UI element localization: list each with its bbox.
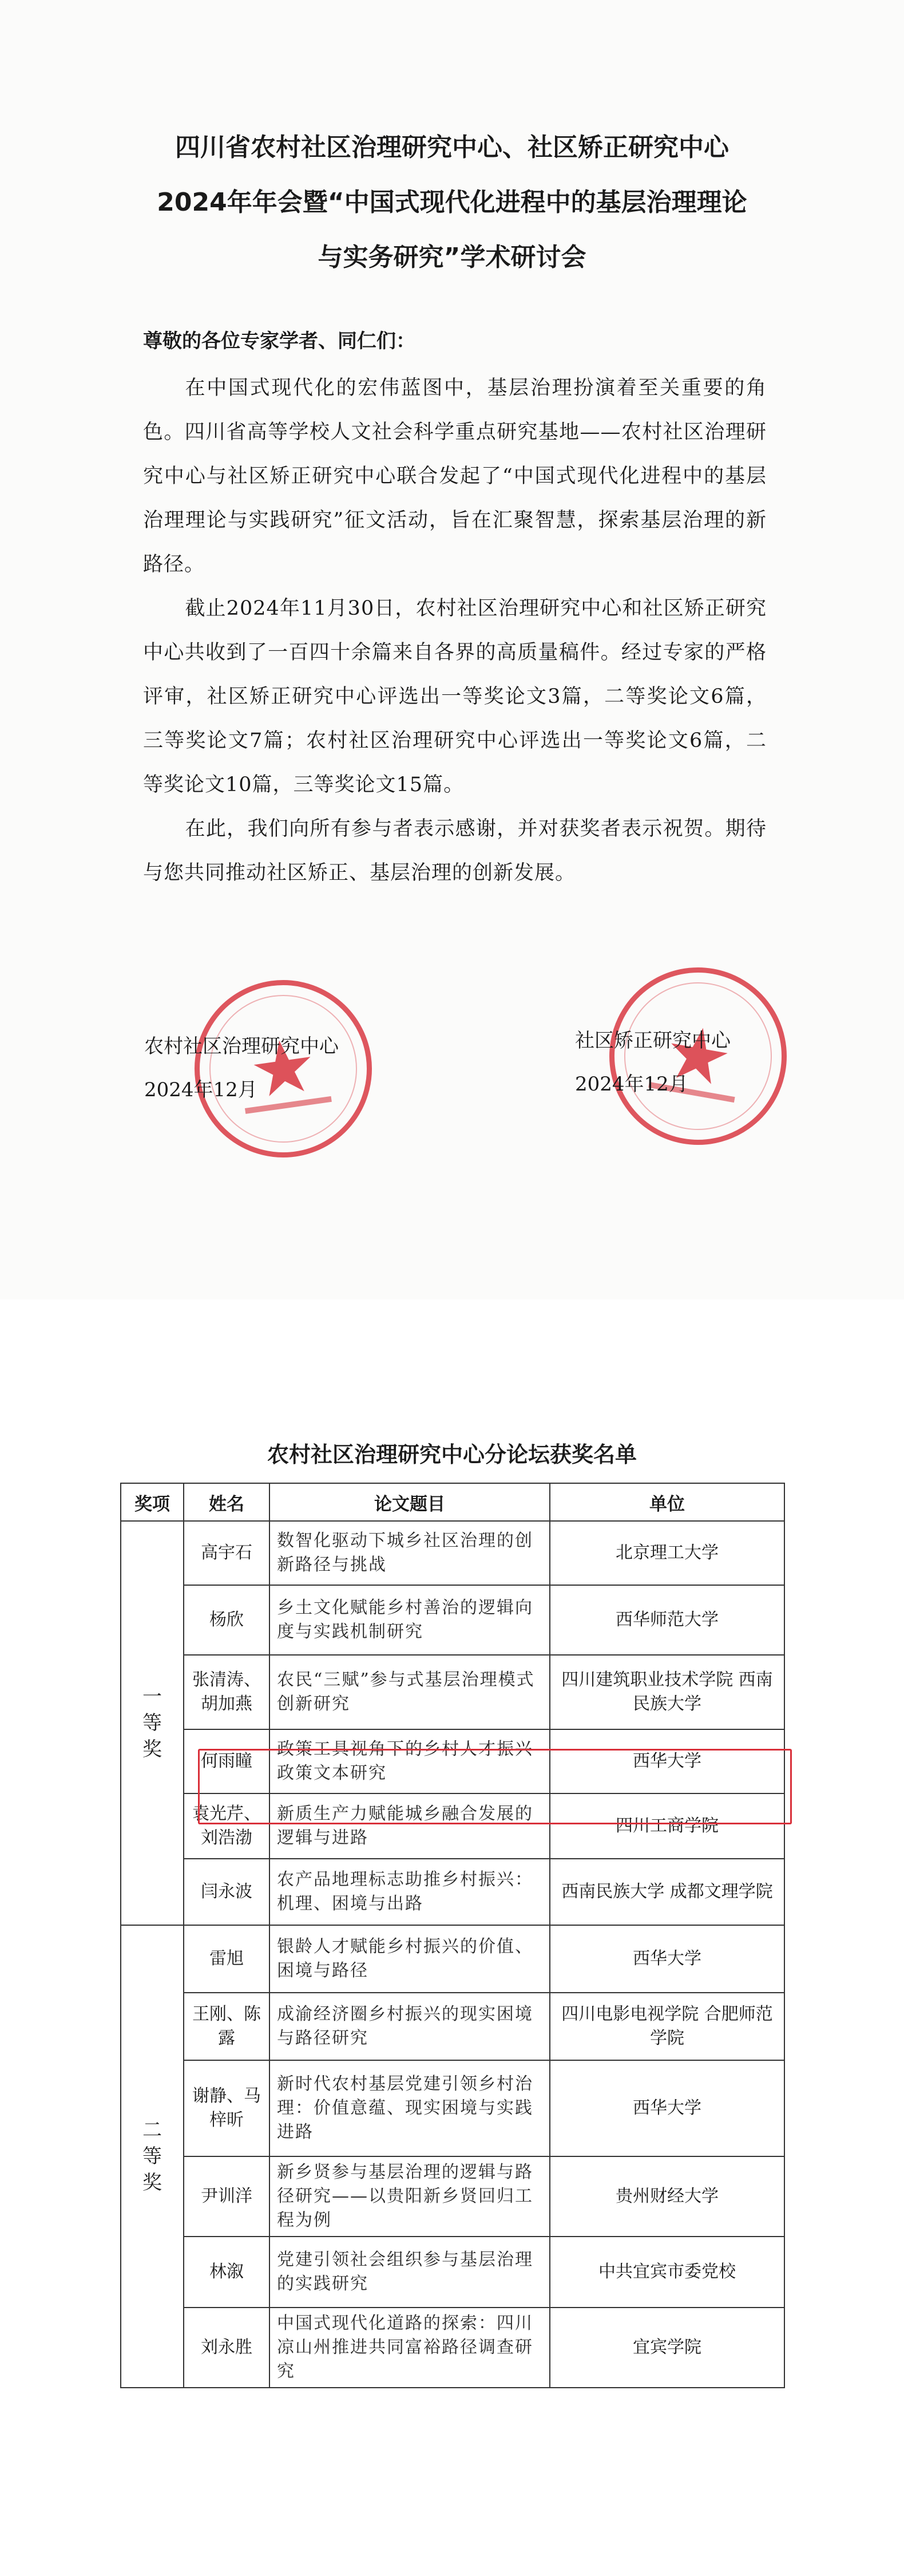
paper-cell: 中国式现代化道路的探索：四川凉山州推进共同富裕路径调查研究 (269, 2308, 550, 2388)
paper-cell: 数智化驱动下城乡社区治理的创新路径与挑战 (269, 1521, 550, 1585)
unit-cell: 西南民族大学 成都文理学院 (550, 1859, 784, 1925)
table-row (121, 1521, 784, 1585)
award-list-page (0, 1299, 904, 2576)
unit-cell: 西华师范大学 (550, 1585, 784, 1655)
unit-cell: 贵州财经大学 (550, 2156, 784, 2237)
table-row (121, 1859, 784, 1925)
unit-cell: 宜宾学院 (550, 2308, 784, 2388)
paper-cell: 新乡贤参与基层治理的逻辑与路径研究——以贵阳新乡贤回归工程为例 (269, 2156, 550, 2237)
paper-cell: 银龄人才赋能乡村振兴的价值、困境与路径 (269, 1925, 550, 1993)
salutation: 尊敬的各位专家学者、同仁们： (143, 330, 415, 353)
name-cell: 雷旭 (184, 1925, 269, 1993)
table-header-row (121, 1483, 784, 1521)
unit-cell: 北京理工大学 (550, 1521, 784, 1585)
paper-cell: 农产品地理标志助推乡村振兴：机理、困境与出路 (269, 1859, 550, 1925)
signatory-date: 2024年12月 (575, 1073, 688, 1096)
signature-right (575, 1019, 731, 1106)
name-cell: 何雨瞳 (184, 1729, 269, 1793)
name-cell: 闫永波 (184, 1859, 269, 1925)
award-level-cell (121, 1521, 184, 1925)
signatory-date: 2024年12月 (144, 1078, 257, 1101)
unit-cell: 西华大学 (550, 2060, 784, 2156)
award-level-label: 二等奖 (142, 2119, 162, 2194)
paragraph-1: 在中国式现代化的宏伟蓝图中，基层治理扮演着至关重要的角色。四川省高等学校人文社会科学重点研究基地——农村社区治理研究中心与社区矫正研究中心联合发起了“中国式现代化进程中的基层治理理论与实践研究”征文活动，旨在汇聚智慧，探索基层治理的新路径。 (143, 377, 767, 576)
name-cell: 袁光芹、刘浩渤 (184, 1793, 269, 1859)
unit-cell: 四川建筑职业技术学院 西南民族大学 (550, 1655, 784, 1729)
table-row (121, 1585, 784, 1655)
name-cell: 张清涛、胡加燕 (184, 1655, 269, 1729)
signature-left (144, 1025, 339, 1112)
name-cell: 杨欣 (184, 1585, 269, 1655)
highlight-box (198, 1749, 792, 1824)
paper-cell: 乡土文化赋能乡村善治的逻辑向度与实践机制研究 (269, 1585, 550, 1655)
unit-cell: 中共宜宾市委党校 (550, 2237, 784, 2308)
name-cell: 林溆 (184, 2237, 269, 2308)
header-name: 姓名 (184, 1483, 269, 1521)
paper-cell: 新时代农村基层党建引领乡村治理：价值意蕴、现实困境与实践进路 (269, 2060, 550, 2156)
table-row (121, 2060, 784, 2156)
unit-cell: 四川工商学院 (550, 1793, 784, 1859)
title-line-3: 与实务研究”学术研讨会 (318, 243, 586, 272)
paragraph-2: 截止2024年11月30日，农村社区治理研究中心和社区矫正研究中心共收到了一百四十余篇来自各界的高质量稿件。经过专家的严格评审，社区矫正研究中心评选出一等奖论文3篇，二等奖论文6篇，三等奖论文7篇；农村社区治理研究中心评选出一等奖论文6篇，二等奖论文10篇，三等奖论文15篇。 (143, 597, 767, 796)
name-cell: 尹训洋 (184, 2156, 269, 2237)
paragraph-3: 在此，我们向所有参与者表示感谢，并对获奖者表示祝贺。期待与您共同推动社区矫正、基层治理的创新发展。 (143, 817, 767, 884)
table-row (121, 1993, 784, 2060)
paper-cell: 新质生产力赋能城乡融合发展的逻辑与进路 (269, 1793, 550, 1859)
table-row (121, 2308, 784, 2388)
name-cell: 王刚、陈露 (184, 1993, 269, 2060)
name-cell: 谢静、马梓昕 (184, 2060, 269, 2156)
header-unit: 单位 (550, 1483, 784, 1521)
name-cell: 刘永胜 (184, 2308, 269, 2388)
title-line-2: 2024年年会暨“中国式现代化进程中的基层治理理论 (157, 188, 747, 217)
table-row (121, 1925, 784, 1993)
signatory-org: 社区矫正研究中心 (575, 1029, 731, 1052)
award-list-title: 农村社区治理研究中心分论坛获奖名单 (267, 1442, 637, 1467)
notice-body (143, 366, 767, 895)
award-table-body (121, 1521, 784, 2388)
unit-cell: 西华大学 (550, 1729, 784, 1793)
name-cell: 高宇石 (184, 1521, 269, 1585)
paper-cell: 政策工具视角下的乡村人才振兴政策文本研究 (269, 1729, 550, 1793)
header-award: 奖项 (121, 1483, 184, 1521)
award-level-label: 一等奖 (142, 1685, 162, 1761)
paper-cell: 农民“三赋”参与式基层治理模式创新研究 (269, 1655, 550, 1729)
table-row (121, 2237, 784, 2308)
notice-title (80, 120, 824, 285)
paper-cell: 党建引领社会组织参与基层治理的实践研究 (269, 2237, 550, 2308)
table-row (121, 1655, 784, 1729)
paper-cell: 成渝经济圈乡村振兴的现实困境与路径研究 (269, 1993, 550, 2060)
award-table (120, 1483, 785, 2388)
unit-cell: 四川电影电视学院 合肥师范学院 (550, 1993, 784, 2060)
signatory-org: 农村社区治理研究中心 (144, 1035, 339, 1058)
table-row (121, 2156, 784, 2237)
header-paper: 论文题目 (269, 1483, 550, 1521)
title-line-1: 四川省农村社区治理研究中心、社区矫正研究中心 (175, 133, 729, 162)
award-level-cell (121, 1925, 184, 2388)
unit-cell: 西华大学 (550, 1925, 784, 1993)
